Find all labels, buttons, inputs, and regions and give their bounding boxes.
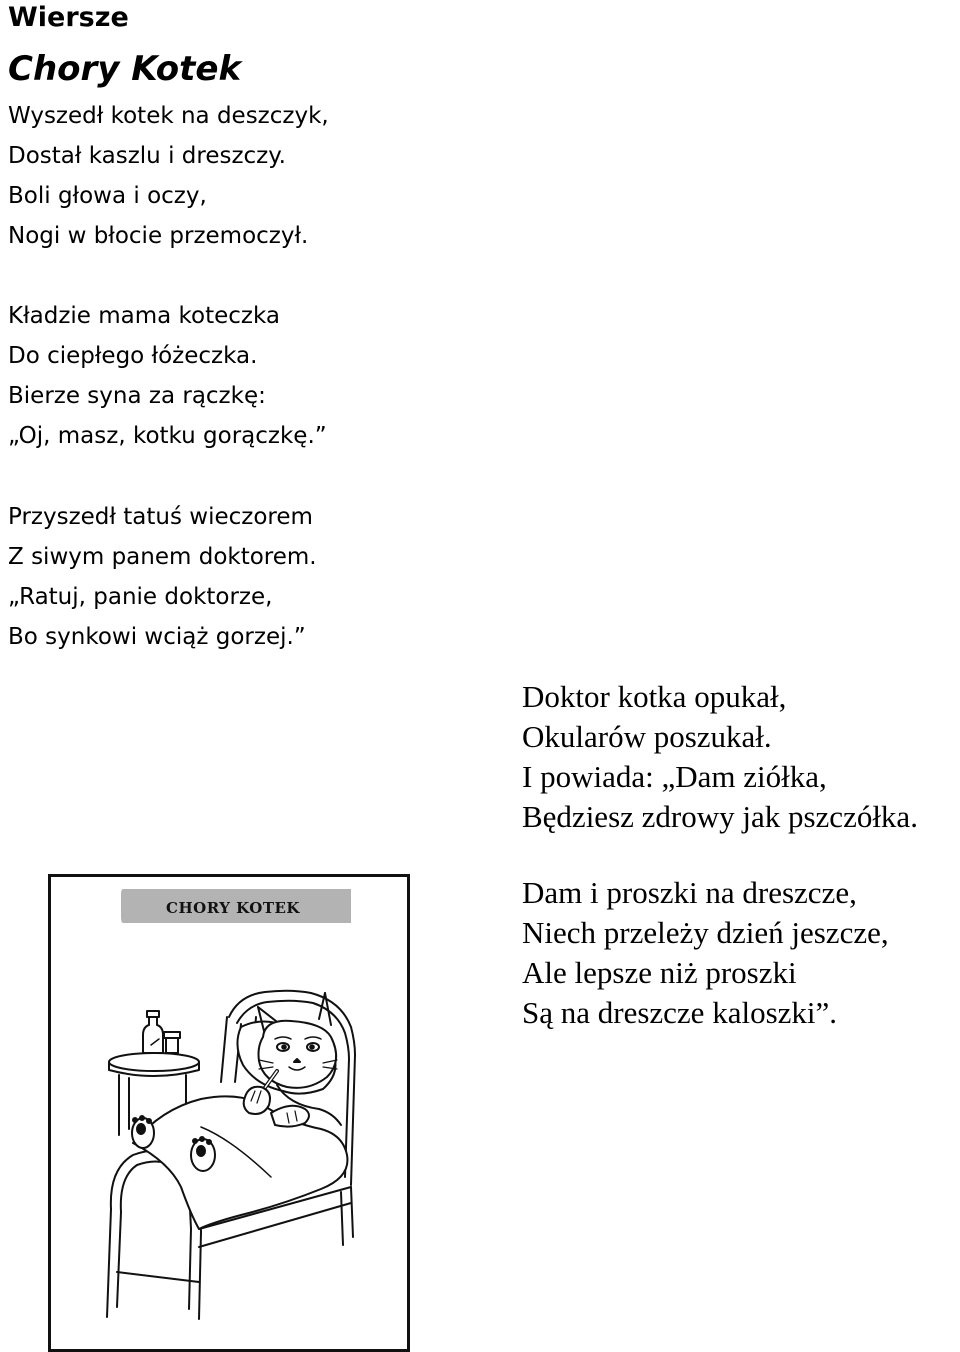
poem-line: Są na dreszcze kaloszki”. [522,995,838,1030]
banner-title: CHORY KOTEK [166,899,300,917]
sick-kitten-in-bed-illustration [51,877,407,1349]
poem-line: Będziesz zdrowy jak pszczółka. [522,799,918,834]
kitten-head [258,993,337,1088]
poem-line: Kładzie mama koteczka [8,303,281,329]
stanza-1 [8,96,329,256]
stanza-4 [522,677,918,837]
stanza-2 [8,296,327,456]
medicine-bottles [143,1011,180,1053]
poem-line: Nogi w błocie przemoczył. [8,223,309,249]
poem-line: Bo synkowi wciąż gorzej.” [8,624,306,650]
poem-line: Do ciepłego łóżeczka. [8,343,258,369]
blanket [133,1096,347,1229]
poem-line: Bierze syna za rączkę: [8,383,266,409]
poem-line: Dostał kaszlu i dreszczy. [8,143,286,169]
poem-line: „Ratuj, panie doktorze, [8,584,273,610]
stanza-5 [522,873,889,1033]
poem-line: Boli głowa i oczy, [8,183,207,209]
poem-title: Chory Kotek [8,49,242,89]
poem-line: Dam i proszki na dreszcze, [522,875,857,910]
poem-line: „Oj, masz, kotku gorączkę.” [8,423,327,449]
poem-line: Wyszedł kotek na deszczyk, [8,103,329,129]
section-heading: Wiersze [8,2,129,33]
poem-line: Z siwym panem doktorem. [8,544,317,570]
poem-line: Doktor kotka opukał, [522,679,787,714]
poem-line: I powiada: „Dam ziółka, [522,759,827,794]
poem-line: Niech przeleży dzień jeszcze, [522,915,889,950]
poem-line: Przyszedł tatuś wieczorem [8,504,313,530]
poem-line: Ale lepsze niż proszki [522,955,797,990]
illustration-frame [48,874,410,1352]
stanza-3 [8,497,317,657]
poem-line: Okularów poszukał. [522,719,772,754]
